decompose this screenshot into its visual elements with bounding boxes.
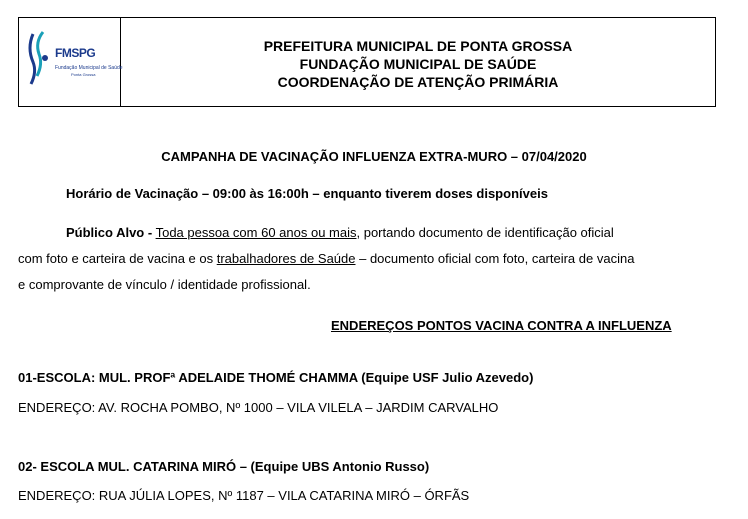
audience-text-3: – documento oficial com foto, carteira de vacina: [355, 251, 635, 266]
logo-brand: FMSPG: [55, 46, 96, 60]
addresses-heading: ENDEREÇOS PONTOS VACINA CONTRA A INFLUENZA: [331, 318, 672, 333]
audience-line-2: [18, 251, 634, 266]
logo-cell: [19, 18, 121, 106]
header-line-prefeitura: PREFEITURA MUNICIPAL DE PONTA GROSSA: [263, 38, 573, 54]
audience-label: Público Alvo -: [66, 225, 153, 240]
campaign-title: CAMPANHA DE VACINAÇÃO INFLUENZA EXTRA-MURO – 07/04/2020: [161, 149, 587, 164]
audience-group-health-workers: trabalhadores de Saúde: [216, 251, 356, 266]
header-line-fundacao: FUNDAÇÃO MUNICIPAL DE SAÚDE: [299, 56, 537, 72]
logo-subtitle: Fundação Municipal de Saúde: [55, 65, 123, 71]
schedule-line: Horário de Vacinação – 09:00 às 16:00h – enquanto tiverem doses disponíveis: [66, 186, 548, 201]
location-1-address: ENDEREÇO: AV. ROCHA POMBO, Nº 1000 – VILA VILELA – JARDIM CARVALHO: [18, 400, 499, 415]
document-header: [18, 17, 716, 107]
location-1-name: 01-ESCOLA: MUL. PROFª ADELAIDE THOMÉ CHAMMA (Equipe USF Julio Azevedo): [18, 370, 534, 385]
audience-group-elderly: Toda pessoa com 60 anos ou mais: [155, 225, 357, 240]
fmspg-logo-icon: [25, 28, 55, 88]
header-title-block: [121, 37, 715, 91]
audience-line-3: e comprovante de vínculo / identidade profissional.: [18, 277, 311, 292]
location-2-address: ENDEREÇO: RUA JÚLIA LOPES, Nº 1187 – VILA CATARINA MIRÓ – ÓRFÃS: [18, 488, 470, 503]
logo-subtitle-city: Ponta Grossa: [71, 72, 96, 77]
audience-text-1: , portando documento de identificação oficial: [356, 225, 614, 240]
audience-text-2: com foto e carteira de vacina e os: [18, 251, 217, 266]
location-2-name: 02- ESCOLA MUL. CATARINA MIRÓ – (Equipe UBS Antonio Russo): [18, 459, 430, 474]
audience-line-1: [66, 225, 614, 240]
header-line-coordenacao: COORDENAÇÃO DE ATENÇÃO PRIMÁRIA: [277, 74, 559, 90]
